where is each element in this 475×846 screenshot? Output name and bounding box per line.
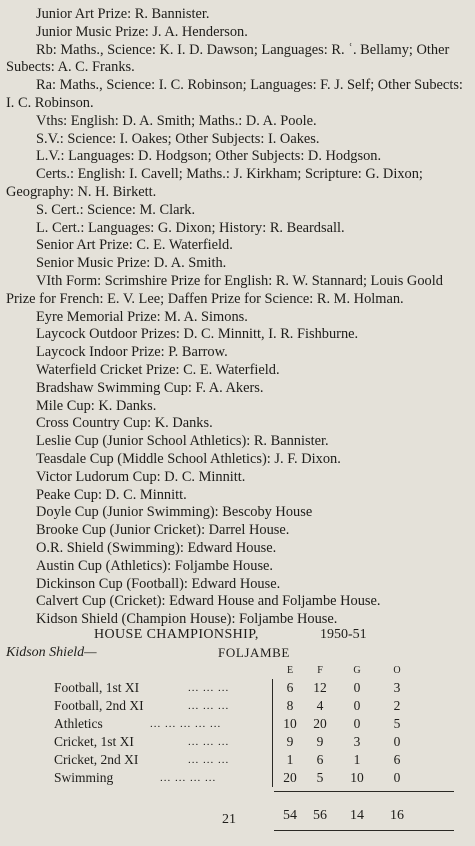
prize-entry: Leslie Cup (Junior School Athletics): R. Bannister. [36, 433, 329, 450]
score-e: 8 [286, 698, 294, 713]
prize-entry: Laycock Outdoor Prizes: D. C. Minnitt, I. R. Fishburne. [36, 326, 359, 343]
prize-entry: VIth Form: Scrimshire Prize for English: R. W. Stannard; Louis Goold Prize for French: E. V. Lee; Daffen Prize for Science: R. M. Holman. [6, 272, 443, 307]
leader-dots: ... ... ... [188, 700, 230, 712]
table-row [0, 769, 475, 787]
score-e: 9 [286, 734, 294, 749]
score-g: 0 [353, 698, 361, 713]
prize-entry: S. Cert.: Science: M. Clark. [36, 201, 196, 218]
score-f: 12 [313, 680, 327, 695]
totals-rule-bottom [274, 830, 454, 831]
event-name: Cricket, 1st XI [54, 734, 134, 749]
column-header-o: O [393, 665, 401, 676]
score-g: 3 [353, 734, 361, 749]
prize-entry: Ra: Maths., Science: I. C. Robinson; Languages: F. J. Self; Other Subects: I. C. Robinson. [6, 77, 463, 111]
prize-list [6, 6, 472, 629]
championship-year: 1950-51 [320, 627, 367, 642]
score-g: 1 [353, 752, 361, 767]
results-table [0, 679, 475, 787]
prize-entry: Laycock Indoor Prize: P. Barrow. [36, 344, 228, 361]
score-o: 0 [393, 770, 401, 785]
prize-entry: S.V.: Science: I. Oakes; Other Subjects: I. Oakes. [36, 130, 320, 147]
score-g: 0 [353, 716, 361, 731]
column-headers [0, 665, 475, 679]
score-o: 6 [393, 752, 401, 767]
event-name: Football, 2nd XI [54, 698, 144, 713]
score-o: 5 [393, 716, 401, 731]
prize-entry: O.R. Shield (Swimming): Edward House. [36, 539, 277, 556]
table-row [0, 679, 475, 697]
score-f: 5 [316, 770, 324, 785]
score-f: 4 [316, 698, 324, 713]
event-name: Athletics [54, 716, 103, 731]
leader-dots: ... ... ... [188, 736, 230, 748]
championship-title: HOUSE CHAMPIONSHIP, [94, 627, 259, 642]
leader-dots: ... ... ... ... [160, 772, 217, 784]
leader-dots: ... ... ... ... ... [150, 718, 222, 730]
prize-entry: Peake Cup: D. C. Minnitt. [36, 486, 187, 503]
prize-entry: Senior Art Prize: C. E. Waterfield. [36, 237, 233, 254]
prize-entry: Mile Cup: K. Danks. [36, 397, 157, 414]
total-f: 56 [313, 808, 327, 823]
table-row [0, 751, 475, 769]
totals-rule-top [274, 791, 454, 792]
column-header-g: G [353, 665, 361, 676]
house-name: FOLJAMBE [218, 645, 290, 660]
score-f: 20 [313, 716, 327, 731]
prize-entry: Brooke Cup (Junior Cricket): Darrel House. [36, 522, 290, 539]
totals-row [0, 808, 475, 828]
page-number: 21 [222, 812, 236, 827]
event-name: Swimming [54, 770, 114, 785]
total-o: 16 [390, 808, 404, 823]
prize-entry: Bradshaw Swimming Cup: F. A. Akers. [36, 379, 264, 396]
score-e: 1 [286, 752, 294, 767]
score-e: 6 [286, 680, 294, 695]
prize-entry: Eyre Memorial Prize: M. A. Simons. [36, 308, 248, 325]
shield-row [0, 645, 475, 665]
total-g: 14 [350, 808, 364, 823]
prize-entry: Teasdale Cup (Middle School Athletics): J. F. Dixon. [36, 450, 341, 467]
column-header-f: F [317, 665, 323, 676]
prize-entry: L. Cert.: Languages: G. Dixon; History: R. Beardsall. [36, 219, 345, 236]
score-f: 6 [316, 752, 324, 767]
prize-entry: Junior Art Prize: R. Bannister. [36, 6, 210, 22]
prize-entry: Victor Ludorum Cup: D. C. Minnitt. [36, 468, 246, 485]
championship-heading [0, 627, 475, 647]
prize-entry: Dickinson Cup (Football): Edward House. [36, 575, 281, 592]
shield-label: Kidson Shield— [6, 645, 97, 660]
total-e: 54 [283, 808, 297, 823]
prize-entry: Junior Music Prize: J. A. Henderson. [36, 23, 248, 40]
leader-dots: ... ... ... [188, 682, 230, 694]
table-row [0, 733, 475, 751]
table-row [0, 715, 475, 733]
score-g: 0 [353, 680, 361, 695]
prize-entry: Austin Cup (Athletics): Foljambe House. [36, 557, 274, 574]
event-name: Cricket, 2nd XI [54, 752, 139, 767]
prize-entry: Senior Music Prize: D. A. Smith. [36, 255, 227, 272]
prize-entry: Kidson Shield (Champion House): Foljambe House. [36, 611, 338, 628]
score-g: 10 [350, 770, 364, 785]
prize-entry: Rb: Maths., Science: K. I. D. Dawson; Languages: R. ʿ. Bellamy; Other Subects: A. C. Franks. [6, 41, 450, 76]
leader-dots: ... ... ... [188, 754, 230, 766]
prize-entry: Waterfield Cricket Prize: C. E. Waterfield. [36, 361, 280, 378]
score-f: 9 [316, 734, 324, 749]
event-name: Football, 1st XI [54, 680, 140, 695]
column-header-e: E [286, 665, 294, 676]
score-o: 2 [393, 698, 401, 713]
prize-entry: Cross Country Cup: K. Danks. [36, 415, 213, 432]
prize-entry: L.V.: Languages: D. Hodgson; Other Subjects: D. Hodgson. [36, 148, 382, 165]
prize-entry: Vths: English: D. A. Smith; Maths.: D. A. Poole. [36, 112, 317, 129]
score-o: 0 [393, 734, 401, 749]
score-o: 3 [393, 680, 401, 695]
table-row [0, 697, 475, 715]
score-e: 10 [283, 716, 297, 731]
prize-entry: Calvert Cup (Cricket): Edward House and Foljambe House. [36, 593, 381, 610]
prize-entry: Certs.: English: I. Cavell; Maths.: J. Kirkham; Scripture: G. Dixon; Geography: N. H. Birkett. [6, 166, 423, 200]
score-e: 20 [283, 770, 297, 785]
column-divider [272, 679, 273, 787]
prize-entry: Doyle Cup (Junior Swimming): Bescoby House [36, 504, 313, 521]
